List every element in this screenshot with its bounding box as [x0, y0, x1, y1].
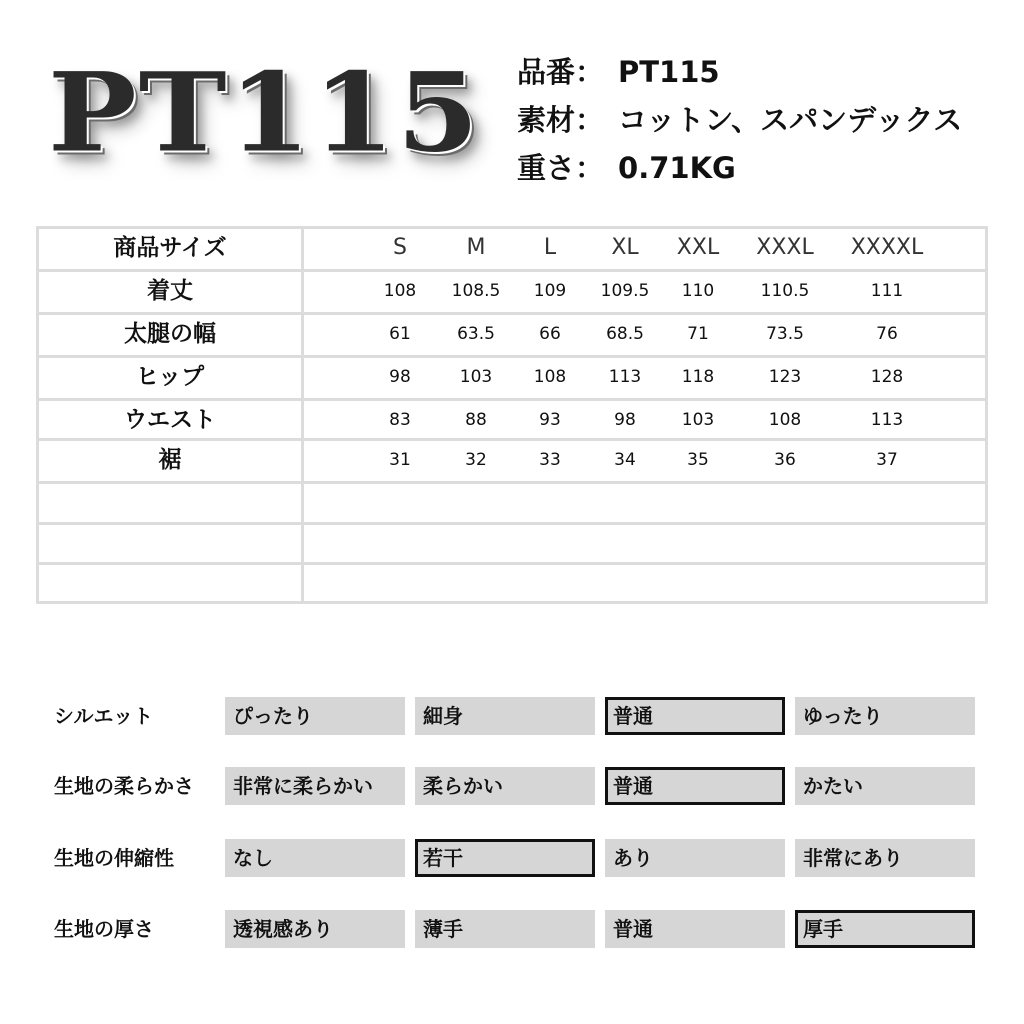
row-label: ヒップ: [39, 358, 304, 401]
table-cell: 71: [687, 324, 709, 344]
attribute-option: 柔らかい: [415, 767, 595, 805]
table-row: [39, 562, 985, 604]
row-label: 裾: [39, 441, 304, 484]
table-cell: 128: [870, 367, 904, 387]
table-cell: 113: [608, 367, 642, 387]
table-cell: 98: [389, 367, 411, 387]
product-info: [517, 52, 997, 196]
table-row: [39, 269, 985, 315]
table-cell: 35: [687, 450, 709, 470]
attribute-label: 生地の伸縮性: [54, 846, 174, 870]
table-cell: 110: [681, 281, 715, 301]
info-label: 品番：: [517, 55, 605, 89]
info-value: コットン、スパンデックス: [618, 103, 963, 137]
row-label: [39, 484, 304, 525]
info-material: [517, 100, 997, 148]
table-cell: 34: [614, 450, 636, 470]
table-cell: 123: [768, 367, 802, 387]
attribute-option: 細身: [415, 697, 595, 735]
size-header-row: [39, 229, 985, 269]
table-cell: 108: [533, 367, 567, 387]
attribute-option: 透視感あり: [225, 910, 405, 948]
table-cell: 108: [768, 410, 802, 430]
table-cell: 31: [389, 450, 411, 470]
attribute-option: 薄手: [415, 910, 595, 948]
attribute-option: ゆったり: [795, 697, 975, 735]
info-weight: [517, 148, 997, 196]
table-cell: 109.5: [600, 281, 650, 301]
table-cell: 108: [383, 281, 417, 301]
attribute-option: かたい: [795, 767, 975, 805]
attribute-label: シルエット: [54, 704, 154, 728]
size-header-cell: M: [466, 235, 486, 260]
table-cell: 36: [774, 450, 796, 470]
table-cell: 103: [681, 410, 715, 430]
size-header-cell: XXXL: [756, 235, 814, 260]
table-cell: 88: [465, 410, 487, 430]
table-cell: 76: [876, 324, 898, 344]
table-cell: 61: [389, 324, 411, 344]
table-cell: 93: [539, 410, 561, 430]
info-product-number: [517, 52, 997, 100]
attribute-label: 生地の柔らかさ: [54, 774, 194, 798]
info-value: PT115: [618, 55, 720, 89]
table-cell: 108.5: [451, 281, 501, 301]
table-row: [39, 481, 985, 525]
size-header-cell: L: [543, 235, 557, 260]
row-label: 太腿の幅: [39, 315, 304, 358]
table-cell: 68.5: [606, 324, 644, 344]
attribute-option: あり: [605, 839, 785, 877]
attribute-option-selected: 普通: [605, 767, 785, 805]
table-row: [39, 312, 985, 358]
table-row: [39, 438, 985, 484]
info-label: 重さ：: [517, 151, 605, 185]
table-cell: 118: [681, 367, 715, 387]
row-label: 着丈: [39, 272, 304, 315]
attribute-option: 非常にあり: [795, 839, 975, 877]
table-cell: 109: [533, 281, 567, 301]
info-value: 0.71KG: [618, 151, 736, 185]
attribute-option-selected: 普通: [605, 697, 785, 735]
table-cell: 37: [876, 450, 898, 470]
table-cell: 111: [870, 281, 904, 301]
table-cell: 73.5: [766, 324, 804, 344]
info-label: 素材：: [517, 103, 605, 137]
table-cell: 103: [459, 367, 493, 387]
row-label: [39, 525, 304, 565]
size-header-cell: XXL: [676, 235, 720, 260]
table-row: [39, 398, 985, 441]
table-cell: 83: [389, 410, 411, 430]
size-header-cell: XL: [611, 235, 639, 260]
row-label: [39, 565, 304, 604]
table-cell: 98: [614, 410, 636, 430]
size-header-cell: S: [393, 235, 407, 260]
attribute-option: なし: [225, 839, 405, 877]
table-cell: 63.5: [457, 324, 495, 344]
table-cell: 113: [870, 410, 904, 430]
size-table: [36, 226, 988, 604]
table-cell: 110.5: [760, 281, 810, 301]
table-row: [39, 522, 985, 565]
attribute-option: 非常に柔らかい: [225, 767, 405, 805]
attribute-label: 生地の厚さ: [54, 917, 154, 941]
table-cell: 66: [539, 324, 561, 344]
table-cell: 32: [465, 450, 487, 470]
row-label: 商品サイズ: [39, 229, 304, 269]
row-label: ウエスト: [39, 401, 304, 441]
attribute-option: ぴったり: [225, 697, 405, 735]
product-logo: PT115: [48, 48, 481, 177]
table-cell: 33: [539, 450, 561, 470]
attribute-option-selected: 厚手: [795, 910, 975, 948]
table-row: [39, 355, 985, 401]
attribute-option: 普通: [605, 910, 785, 948]
size-header-cell: XXXXL: [850, 235, 924, 260]
attribute-option-selected: 若干: [415, 839, 595, 877]
